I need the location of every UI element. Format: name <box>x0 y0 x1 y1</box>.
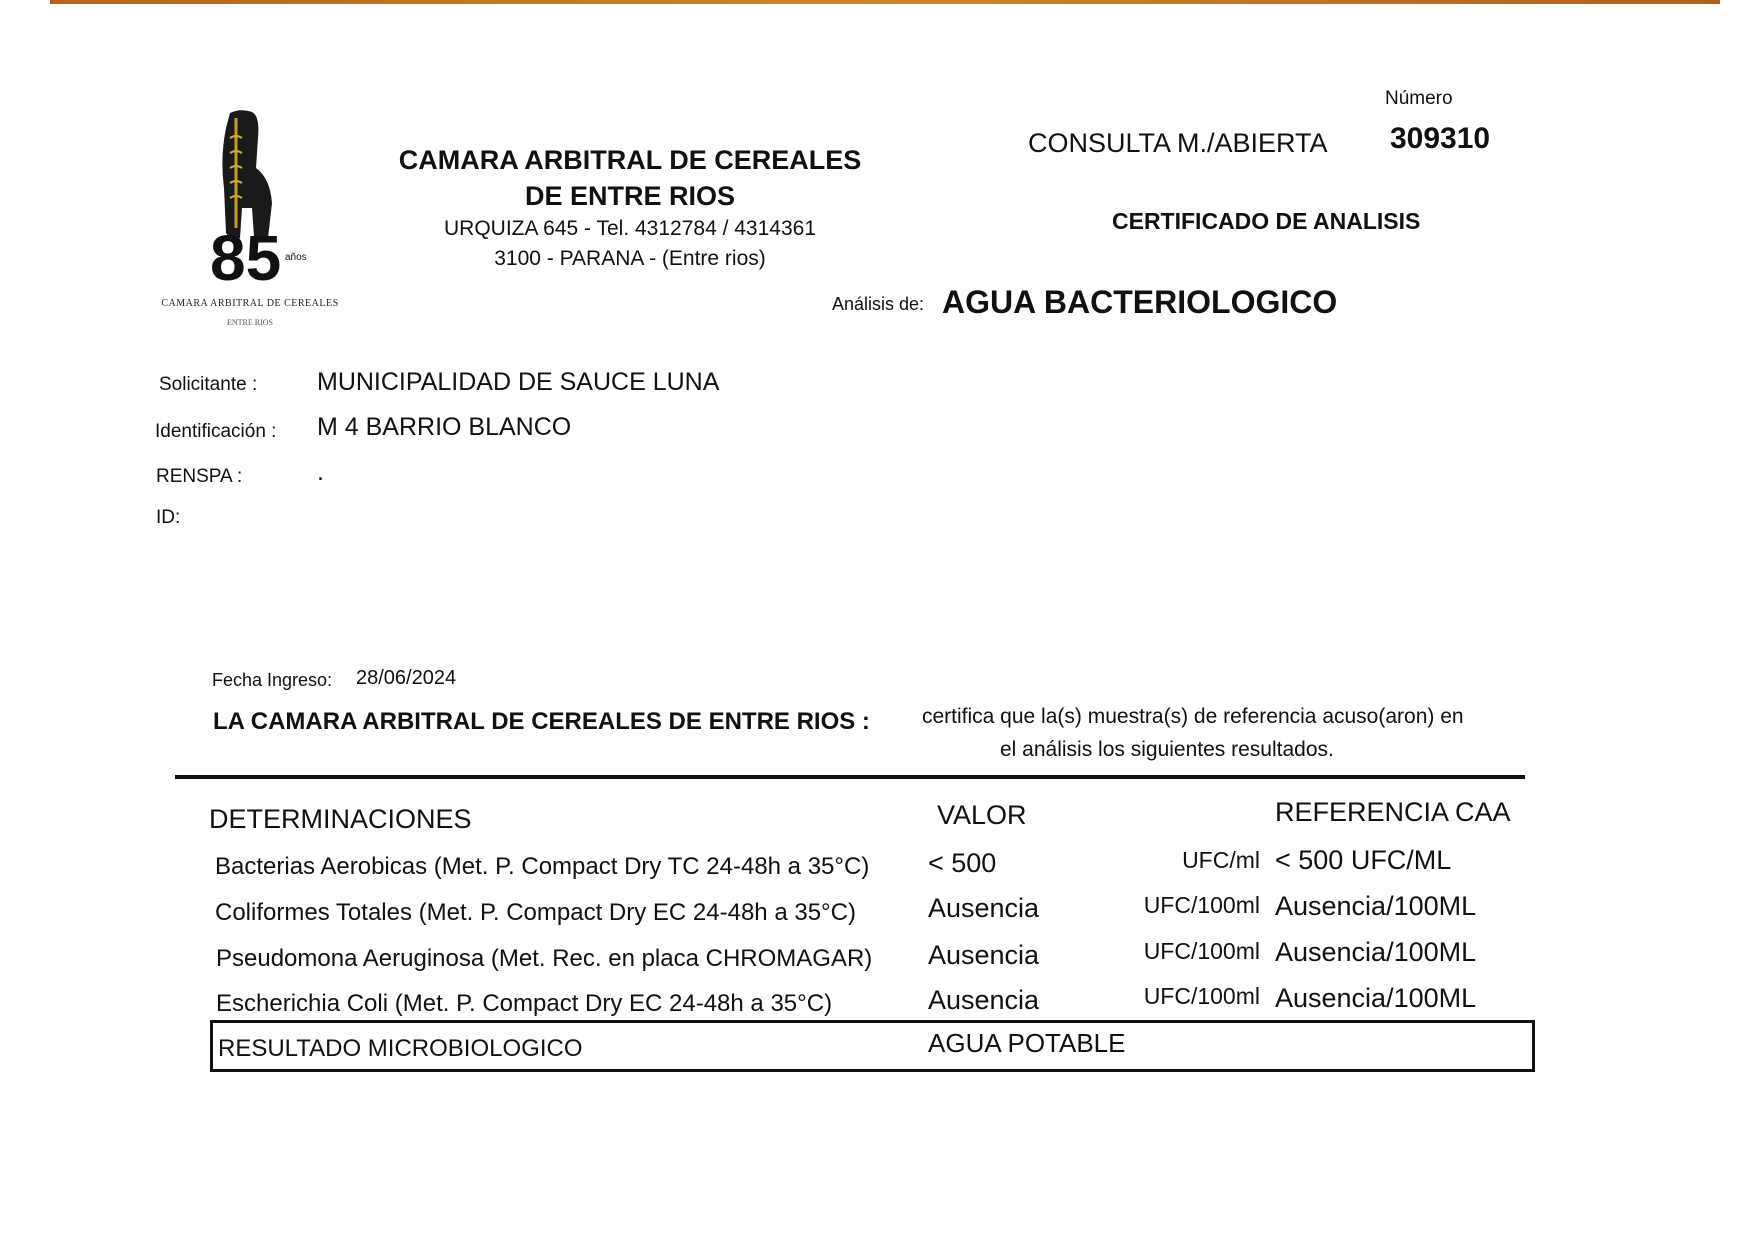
fecha-ingreso-label: Fecha Ingreso: <box>212 670 333 690</box>
divider-rule <box>175 775 1525 779</box>
row-3-determinacion: Pseudomona Aeruginosa (Met. Rec. en placa CHROMAGAR) <box>216 945 873 972</box>
row-2-determinacion: Coliformes Totales (Met. P. Compact Dry EC 24-48h a 35°C) <box>215 899 856 926</box>
result-value: AGUA POTABLE <box>928 1028 1126 1058</box>
renspa-value: . <box>317 458 324 486</box>
solicitante-value: MUNICIPALIDAD DE SAUCE LUNA <box>317 368 720 396</box>
fecha-ingreso-value: 28/06/2024 <box>356 667 457 689</box>
identificacion-value: M 4 BARRIO BLANCO <box>317 413 572 441</box>
row-4-unidad: UFC/100ml <box>1143 983 1260 1009</box>
organization-logo <box>160 108 340 338</box>
identificacion-label: Identificación : <box>155 421 277 442</box>
address-line-1: URQUIZA 645 - Tel. 4312784 / 4314361 <box>443 217 817 240</box>
analysis-label: Análisis de: <box>832 294 925 314</box>
row-1-determinacion: Bacterias Aerobicas (Met. P. Compact Dry TC 24-48h a 35°C) <box>215 853 870 880</box>
address-line-2: 3100 - PARANA - (Entre rios) <box>494 247 766 270</box>
row-4-valor: Ausencia <box>928 985 1040 1015</box>
solicitante-label: Solicitante : <box>159 374 258 395</box>
row-2-valor: Ausencia <box>928 893 1040 923</box>
logo-figure-icon <box>160 108 340 293</box>
id-label: ID: <box>156 507 181 528</box>
row-1-valor: < 500 <box>928 848 997 878</box>
analysis-type: AGUA BACTERIOLOGICO <box>942 284 1338 320</box>
certification-text-line-1: certifica que la(s) muestra(s) de referencia acuso(aron) en <box>922 705 1464 728</box>
numero-label: Número <box>1385 88 1453 109</box>
scan-top-edge <box>50 0 1720 4</box>
logo-number: 85 <box>210 222 282 293</box>
consulta-type: CONSULTA M./ABIERTA <box>1028 128 1328 158</box>
header-determinaciones: DETERMINACIONES <box>209 804 472 834</box>
row-2-unidad: UFC/100ml <box>1143 892 1260 918</box>
row-1-unidad: UFC/ml <box>1182 847 1260 873</box>
row-3-referencia: Ausencia/100ML <box>1275 937 1477 967</box>
row-3-unidad: UFC/100ml <box>1143 938 1260 964</box>
row-2-referencia: Ausencia/100ML <box>1275 891 1477 921</box>
logo-number-small: años <box>285 252 307 263</box>
organization-name: CAMARA ARBITRAL DE CEREALES DE ENTRE RIOS <box>398 145 862 211</box>
row-1-referencia: < 500 UFC/ML <box>1275 845 1452 875</box>
row-4-determinacion: Escherichia Coli (Met. P. Compact Dry EC 24-48h a 35°C) <box>216 990 833 1017</box>
row-4-referencia: Ausencia/100ML <box>1275 983 1477 1013</box>
organization-address <box>380 214 880 274</box>
row-3-valor: Ausencia <box>928 940 1040 970</box>
certificate-title: CERTIFICADO DE ANALISIS <box>1112 208 1421 234</box>
header-valor: VALOR <box>937 800 1027 830</box>
header-referencia: REFERENCIA CAA <box>1275 797 1511 827</box>
logo-caption: CAMARA ARBITRAL DE CEREALES <box>161 298 339 309</box>
logo-caption-sub: ENTRE RIOS <box>227 318 273 327</box>
renspa-label: RENSPA : <box>156 466 243 487</box>
certification-text-line-2: el análisis los siguientes resultados. <box>1000 738 1334 761</box>
certifying-entity: LA CAMARA ARBITRAL DE CEREALES DE ENTRE RIOS : <box>213 708 870 735</box>
result-label: RESULTADO MICROBIOLOGICO <box>218 1035 583 1062</box>
certificate-number: 309310 <box>1390 122 1491 155</box>
